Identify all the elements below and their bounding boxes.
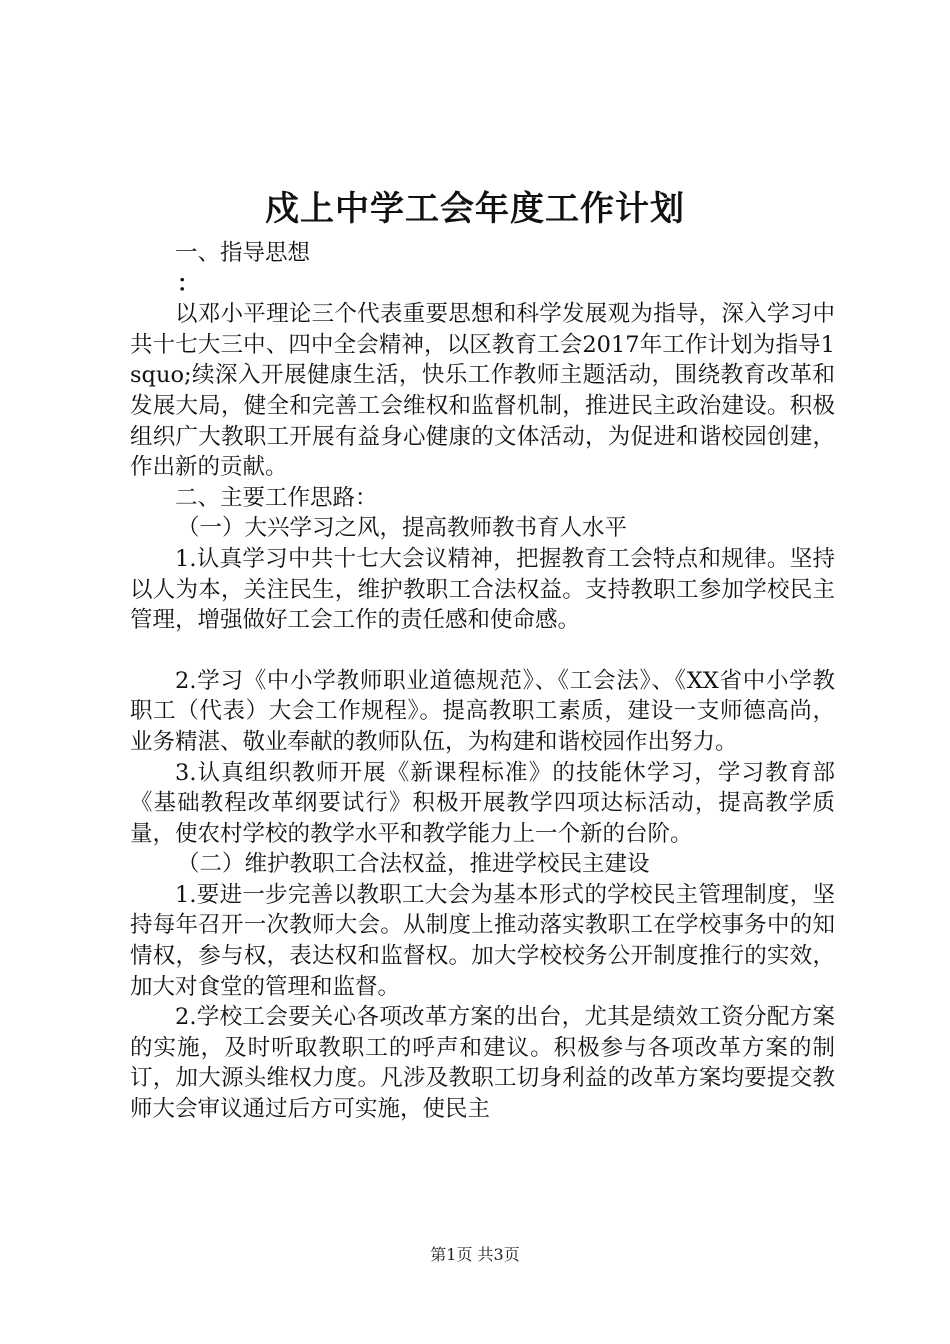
paragraph-study-item-3: 3.认真组织教师开展《新课程标准》的技能休学习，学习教育部《基础教程改革纲要试行》积极开展教学四项达标活动，提高教学质量，使农村学校的教学水平和教学能力上一个新的台阶。 xyxy=(130,759,835,847)
paragraph-rights-item-1: 1.要进一步完善以教职工大会为基本形式的学校民主管理制度，坚持每年召开一次教师大会。从制度上推动落实教职工在学校事务中的知情权，参与权，表达权和监督权。加大学校校务公开制度推行的实效，加大对食堂的管理和监督。 xyxy=(130,881,835,1000)
section-heading-guiding-ideology: 一、指导思想 xyxy=(175,240,311,266)
blank-line xyxy=(130,636,835,666)
document-title: 戍上中学工会年度工作计划 xyxy=(265,189,685,229)
section-heading-main-ideas: 二、主要工作思路： xyxy=(175,484,378,511)
paragraph-study-item-1: 1.认真学习中共十七大会议精神，把握教育工会特点和规律。坚持以人为本，关注民生，维护教职工合法权益。支持教职工参加学校民主管理，增强做好工会工作的责任感和使命感。 xyxy=(130,545,835,634)
document-body xyxy=(130,238,835,1125)
paragraph-guiding-ideology: 以邓小平理论三个代表重要思想和科学发展观为指导，深入学习中共十七大三中、四中全会精神，以区教育工会2017年工作计划为指导1squo;续深入开展健康生活，快乐工作教师主题活动，围绕教育改革和发展大局，健全和完善工会维权和监督机制，推进民主政治建设。积极组织广大教职工开展有益身心健康的文体活动，为促进和谐校园创建，作出新的贡献。 xyxy=(130,301,835,481)
paragraph-rights-item-2: 2.学校工会要关心各项改革方案的出台，尤其是绩效工资分配方案的实施，及时听取教职工的呼声和建议。积极参与各项改革方案的制订，加大源头维权力度。凡涉及教职工切身利益的改革方案均要提交教师大会审议通过后方可实施，使民主 xyxy=(130,1004,835,1123)
stray-colon-line: ： xyxy=(177,270,200,297)
page-footer: 第1页 共3页 xyxy=(430,1245,520,1264)
paragraph-study-item-2: 2.学习《中小学教师职业道德规范》、《工会法》、《XX省中小学教职工（代表）大会工作规程》。提高教职工素质，建设一支师德高尚，业务精湛、敬业奉献的教师队伍，为构建和谐校园作出努力。 xyxy=(130,667,835,755)
subsection-heading-study: （一）大兴学习之风，提高教师教书育人水平 xyxy=(177,515,628,542)
subsection-heading-rights: （二）维护教职工合法权益，推进学校民主建设 xyxy=(177,851,650,878)
